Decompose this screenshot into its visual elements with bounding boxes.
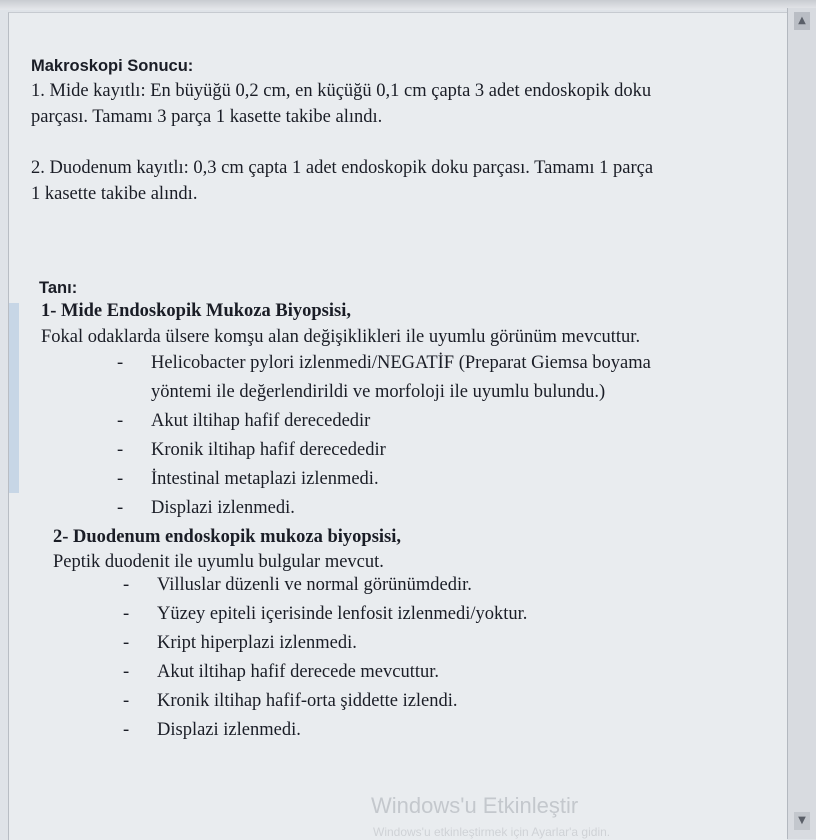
bullet-dash: - — [117, 411, 124, 431]
bullet-dash: - — [123, 662, 130, 682]
list-item — [123, 600, 527, 629]
stomach-findings-list — [117, 349, 651, 523]
windows-activation-hint: Windows'u etkinleştirmek için Ayarlar'a gidin. — [373, 825, 611, 839]
list-item — [117, 494, 651, 523]
finding-text: Kronik iltihap hafif-orta şiddette izlendi. — [157, 691, 458, 711]
bullet-dash: - — [123, 633, 130, 653]
report-window — [8, 12, 787, 840]
stomach-biopsy-summary: Fokal odaklarda ülsere komşu alan değişiklikleri ile uyumlu görünüm mevcuttur. — [41, 327, 641, 347]
scroll-down-arrow-icon[interactable]: ▼ — [794, 812, 810, 830]
macroscopy-item1-line1: 1. Mide kayıtlı: En büyüğü 0,2 cm, en küçüğü 0,1 cm çapta 3 adet endoskopik doku — [31, 81, 652, 101]
list-item-continuation — [117, 378, 651, 407]
bullet-dash: - — [123, 720, 130, 740]
windows-activation-watermark: Windows'u Etkinleştir — [371, 793, 579, 818]
duodenum-biopsy-title: 2- Duodenum endoskopik mukoza biyopsisi, — [53, 527, 402, 547]
macroscopy-item2-line1: 2. Duodenum kayıtlı: 0,3 cm çapta 1 adet endoskopik doku parçası. Tamamı 1 parça — [31, 158, 654, 178]
diagnosis-heading: Tanı: — [39, 279, 78, 297]
vertical-scrollbar[interactable] — [787, 8, 816, 839]
list-item — [117, 349, 651, 378]
finding-text: Akut iltihap hafif derecede mevcuttur. — [157, 662, 440, 682]
list-item — [117, 436, 651, 465]
stomach-biopsy-title: 1- Mide Endoskopik Mukoza Biyopsisi, — [41, 301, 351, 321]
list-item — [123, 629, 527, 658]
scroll-up-arrow-icon[interactable]: ▲ — [794, 12, 810, 30]
bullet-dash: - — [117, 469, 124, 489]
macroscopy-item2-line2: 1 kasette takibe alındı. — [31, 184, 198, 204]
finding-text: Kronik iltihap hafif derecededir — [151, 440, 386, 460]
macroscopy-item1-line2: parçası. Tamamı 3 parça 1 kasette takibe alındı. — [31, 107, 383, 127]
finding-text: İntestinal metaplazi izlenmedi. — [151, 469, 379, 489]
bullet-dash: - — [123, 575, 130, 595]
finding-text: Yüzey epiteli içerisinde lenfosit izlenmedi/yoktur. — [157, 604, 528, 624]
finding-text: Helicobacter pylori izlenmedi/NEGATİF (Preparat Giemsa boyama — [151, 353, 651, 373]
bullet-dash: - — [117, 498, 124, 518]
bullet-dash: - — [123, 691, 130, 711]
list-item — [123, 658, 527, 687]
list-item — [117, 465, 651, 494]
list-item — [117, 407, 651, 436]
finding-text: Displazi izlenmedi. — [157, 720, 301, 740]
list-item — [123, 571, 527, 600]
list-item — [123, 716, 527, 745]
finding-text: Villuslar düzenli ve normal görünümdedir. — [157, 575, 472, 595]
duodenum-findings-list — [123, 571, 527, 745]
window-left-edge — [9, 303, 19, 493]
finding-text: Akut iltihap hafif derecededir — [151, 411, 371, 431]
finding-text: Kript hiperplazi izlenmedi. — [157, 633, 357, 653]
bullet-dash: - — [117, 353, 124, 373]
monitor-bezel — [0, 0, 816, 10]
macroscopy-heading: Makroskopi Sonucu: — [31, 57, 194, 75]
duodenum-biopsy-summary: Peptik duodenit ile uyumlu bulgular mevcut. — [53, 552, 384, 572]
bullet-dash: - — [117, 440, 124, 460]
bullet-dash: - — [123, 604, 130, 624]
finding-text: yöntemi ile değerlendirildi ve morfoloji ile uyumlu bulundu.) — [151, 382, 606, 402]
list-item — [123, 687, 527, 716]
finding-text: Displazi izlenmedi. — [151, 498, 295, 518]
